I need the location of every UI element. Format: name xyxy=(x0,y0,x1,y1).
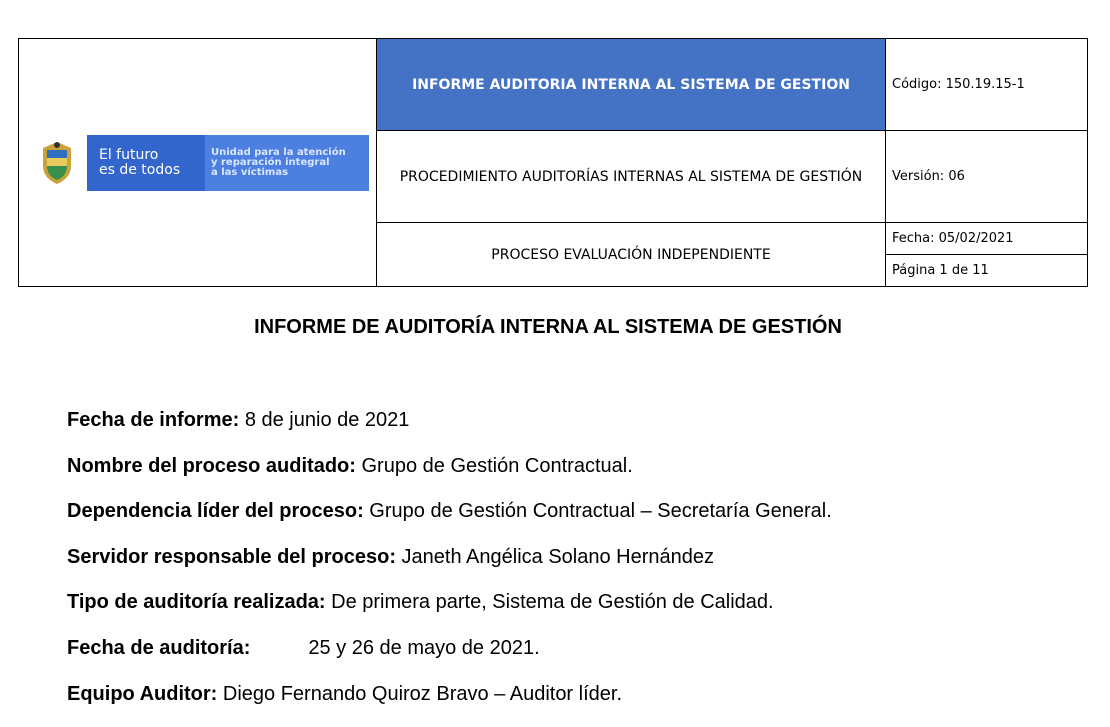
field-value: De primera parte, Sistema de Gestión de Calidad. xyxy=(325,591,774,614)
document-date: Fecha: 05/02/2021 xyxy=(886,223,1087,255)
field-value: Grupo de Gestión Contractual. xyxy=(355,454,633,477)
report-name-cell: INFORME AUDITORIA INTERNA AL SISTEMA DE GESTION xyxy=(377,39,886,131)
field-label: Equipo Auditor: xyxy=(67,682,218,705)
field-responsible-officer xyxy=(67,542,832,588)
field-label: Tipo de auditoría realizada: xyxy=(67,591,326,614)
document-header-table xyxy=(18,38,1088,287)
process-cell: PROCESO EVALUACIÓN INDEPENDIENTE xyxy=(377,223,886,287)
field-report-date xyxy=(67,405,832,451)
logo-cell xyxy=(19,39,377,287)
logo-slogan-line1: El futuro xyxy=(99,146,159,163)
logo-unit-name xyxy=(211,148,346,178)
page-number: Página 1 de 11 xyxy=(892,263,989,278)
document-title: INFORME DE AUDITORÍA INTERNA AL SISTEMA DE GESTIÓN xyxy=(254,316,842,338)
field-label: Dependencia líder del proceso: xyxy=(67,500,364,523)
field-label: Fecha de informe: xyxy=(67,409,240,431)
logo-slogan-line2: es de todos xyxy=(99,161,181,178)
document-version: Versión: 06 xyxy=(886,131,1088,223)
field-audit-team xyxy=(67,679,832,725)
procedure-cell: PROCEDIMIENTO AUDITORÍAS INTERNAS AL SISTEMA DE GESTIÓN xyxy=(377,131,886,223)
logo-unit-line3: a las víctimas xyxy=(211,166,289,178)
field-label: Servidor responsable del proceso: xyxy=(67,545,396,568)
report-fields xyxy=(67,405,832,724)
logo-slogan xyxy=(99,148,205,178)
document-code: Código: 150.19.15-1 xyxy=(886,39,1088,131)
field-audit-type xyxy=(67,587,832,633)
field-value: Janeth Angélica Solano Hernández xyxy=(396,545,715,568)
logo-unit-line2: y reparación integral xyxy=(211,156,330,168)
field-value: 25 y 26 de mayo de 2021. xyxy=(308,636,540,659)
date-page-cell xyxy=(886,223,1088,287)
colombia-coat-of-arms-icon xyxy=(27,135,87,191)
logo-unit-line1: Unidad para la atención xyxy=(211,146,346,158)
field-value: Grupo de Gestión Contractual – Secretaría General. xyxy=(363,500,832,523)
field-label: Fecha de auditoría: xyxy=(67,636,251,659)
field-value: 8 de junio de 2021 xyxy=(239,409,410,431)
field-value: Diego Fernando Quiroz Bravo – Auditor líder. xyxy=(217,682,623,705)
field-audit-date xyxy=(67,633,832,679)
field-audited-process xyxy=(67,451,832,497)
field-label: Nombre del proceso auditado: xyxy=(67,454,356,477)
field-lead-department xyxy=(67,496,832,542)
logo-unit-block xyxy=(205,135,369,191)
institution-logo xyxy=(27,135,369,191)
